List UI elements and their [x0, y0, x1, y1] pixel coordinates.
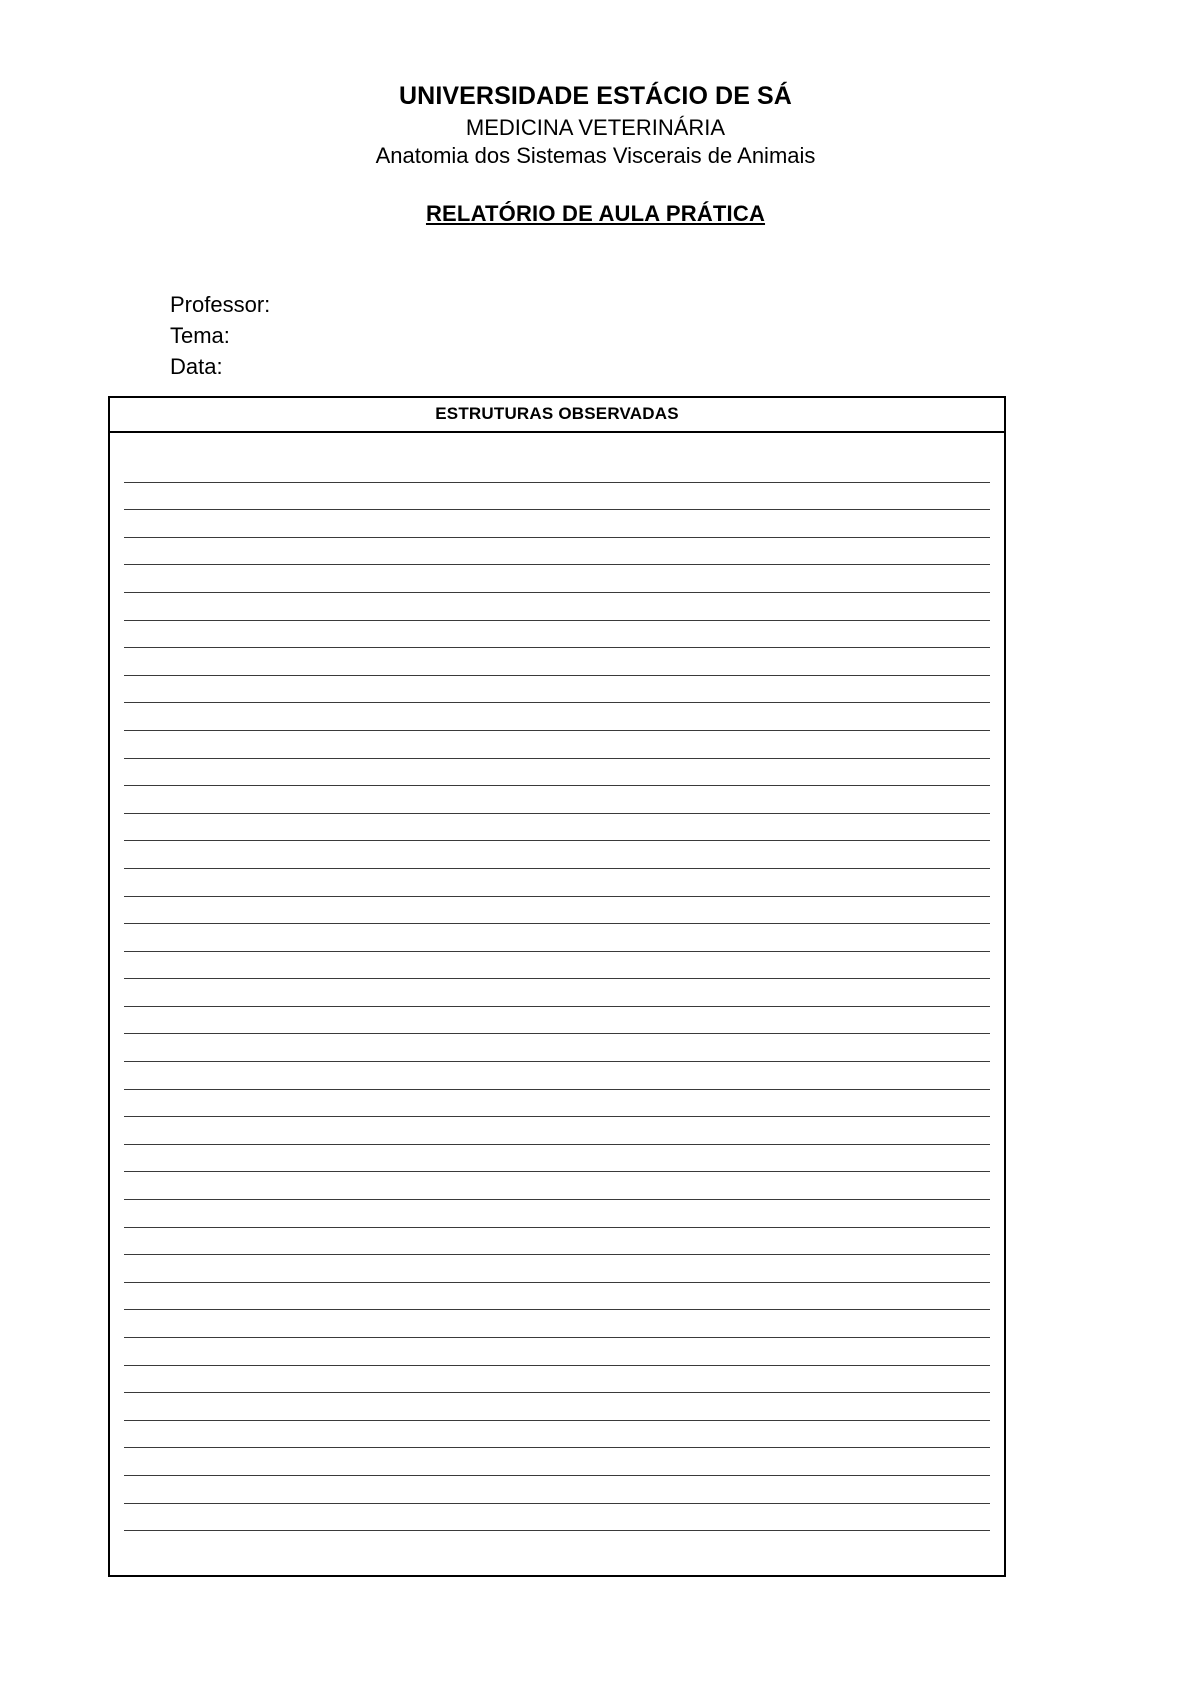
writing-line[interactable]: [124, 1448, 990, 1476]
writing-line[interactable]: [124, 841, 990, 869]
writing-line[interactable]: [124, 1504, 990, 1532]
subject-name: Anatomia dos Sistemas Viscerais de Animais: [375, 143, 816, 169]
university-name: UNIVERSIDADE ESTÁCIO DE SÁ: [399, 82, 792, 110]
writing-line[interactable]: [124, 979, 990, 1007]
writing-line[interactable]: [124, 621, 990, 649]
table-bottom-space: [124, 1531, 990, 1557]
writing-line[interactable]: [124, 731, 990, 759]
field-professor-label: Professor:: [170, 291, 271, 317]
writing-line[interactable]: [124, 1062, 990, 1090]
writing-line[interactable]: [124, 703, 990, 731]
observations-table: [108, 396, 1006, 1577]
writing-line[interactable]: [124, 1007, 990, 1035]
writing-line[interactable]: [124, 1283, 990, 1311]
writing-line[interactable]: [124, 1366, 990, 1394]
writing-line[interactable]: [124, 1117, 990, 1145]
table-body: [110, 433, 1004, 1575]
writing-line[interactable]: [124, 1145, 990, 1173]
writing-line[interactable]: [124, 483, 990, 511]
writing-line[interactable]: [124, 1393, 990, 1421]
writing-line[interactable]: [124, 1200, 990, 1228]
writing-line[interactable]: [124, 565, 990, 593]
table-header-estruturas-observadas: ESTRUTURAS OBSERVADAS: [110, 398, 1004, 433]
writing-line[interactable]: [124, 897, 990, 925]
writing-line[interactable]: [124, 510, 990, 538]
writing-line[interactable]: [124, 952, 990, 980]
page-title: RELATÓRIO DE AULA PRÁTICA: [425, 200, 766, 226]
writing-line[interactable]: [124, 1476, 990, 1504]
field-tema-label: Tema:: [170, 322, 230, 348]
writing-line[interactable]: [124, 1255, 990, 1283]
writing-line[interactable]: [124, 1228, 990, 1256]
document-header: [0, 0, 1191, 227]
field-data-label: Data:: [170, 354, 223, 380]
writing-line[interactable]: [124, 593, 990, 621]
writing-lines[interactable]: [110, 433, 1004, 1575]
writing-line[interactable]: [124, 814, 990, 842]
writing-line[interactable]: [124, 1172, 990, 1200]
writing-line[interactable]: [124, 455, 990, 483]
writing-line[interactable]: [124, 648, 990, 676]
meta-fields: [0, 289, 1191, 383]
writing-line[interactable]: [124, 1338, 990, 1366]
writing-line[interactable]: [124, 759, 990, 787]
writing-line[interactable]: [124, 1090, 990, 1118]
course-name: MEDICINA VETERINÁRIA: [465, 114, 726, 140]
writing-line[interactable]: [124, 1310, 990, 1338]
writing-line[interactable]: [124, 869, 990, 897]
writing-line[interactable]: [124, 538, 990, 566]
writing-line[interactable]: [124, 924, 990, 952]
writing-line[interactable]: [124, 1034, 990, 1062]
writing-line[interactable]: [124, 676, 990, 704]
writing-line[interactable]: [124, 1421, 990, 1449]
writing-line[interactable]: [124, 786, 990, 814]
